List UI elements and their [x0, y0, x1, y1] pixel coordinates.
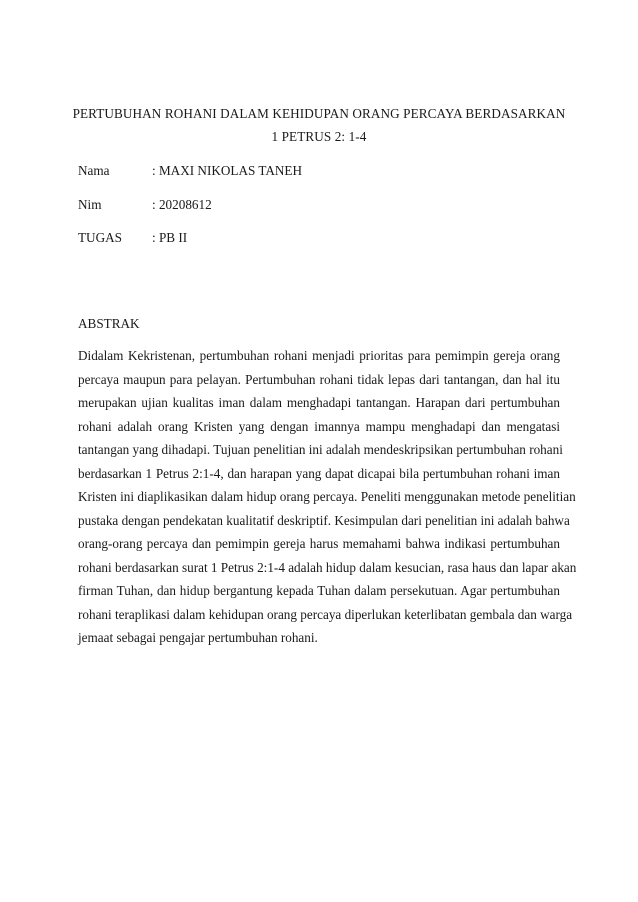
field-label: Nim [78, 197, 102, 212]
abstract-line: jemaat sebagai pengajar pertumbuhan rohani. [78, 630, 318, 645]
document-title-line-2: 1 PETRUS 2: 1-4 [271, 129, 367, 144]
abstract-line: merupakan ujian kualitas iman dalam menghadapi tantangan. Harapan dari pertumbuhan [78, 395, 560, 410]
abstract-line: berdasarkan 1 Petrus 2:1-4, dan harapan yang dapat dicapai bila pertumbuhan rohani iman [78, 465, 560, 481]
field-value: : PB II [152, 230, 188, 245]
abstract-line: Kristen ini diaplikasikan dalam hidup orang percaya. Peneliti menggunakan metode penelitian [78, 489, 576, 504]
abstract-line: tantangan yang dihadapi. Tujuan penelitian ini adalah mendeskripsikan pertumbuhan rohani [78, 442, 563, 457]
abstract-line: rohani teraplikasi dalam kehidupan orang percaya diperlukan keterlibatan gembala dan warga [78, 606, 573, 622]
abstract-line: rohani adalah orang Kristen yang dengan imannya mampu menghadapi dan mengatasi [78, 418, 560, 434]
field-value: : 20208612 [152, 197, 212, 212]
field-label: Nama [78, 163, 110, 178]
field-value: : MAXI NIKOLAS TANEH [152, 163, 302, 178]
document-title-line-1: PERTUBUHAN ROHANI DALAM KEHIDUPAN ORANG PERCAYA BERDASARKAN [72, 106, 566, 121]
abstract-line: percaya maupun para pelayan. Pertumbuhan rohani tidak lepas dari tantangan, dan hal itu [78, 371, 560, 387]
field-nama [78, 163, 302, 179]
field-tugas [78, 230, 187, 246]
abstract-line: rohani berdasarkan surat 1 Petrus 2:1-4 adalah hidup dalam kesucian, rasa haus dan lapar akan [78, 559, 577, 575]
abstract-heading: ABSTRAK [78, 316, 140, 331]
abstract-line: firman Tuhan, dan hidup bergantung kepada Tuhan dalam persekutuan. Agar pertumbuhan [78, 583, 560, 598]
abstract-line: pustaka dengan pendekatan kualitatif deskriptif. Kesimpulan dari penelitian ini adalah bahwa [78, 512, 570, 528]
abstract-line: Didalam Kekristenan, pertumbuhan rohani menjadi prioritas para pemimpin gereja orang [78, 348, 560, 363]
abstract-body [78, 344, 577, 650]
abstract-line: orang-orang percaya dan pemimpin gereja harus memahami bahwa indikasi pertumbuhan [78, 536, 560, 551]
field-label: TUGAS [78, 230, 122, 245]
field-nim [78, 197, 212, 213]
